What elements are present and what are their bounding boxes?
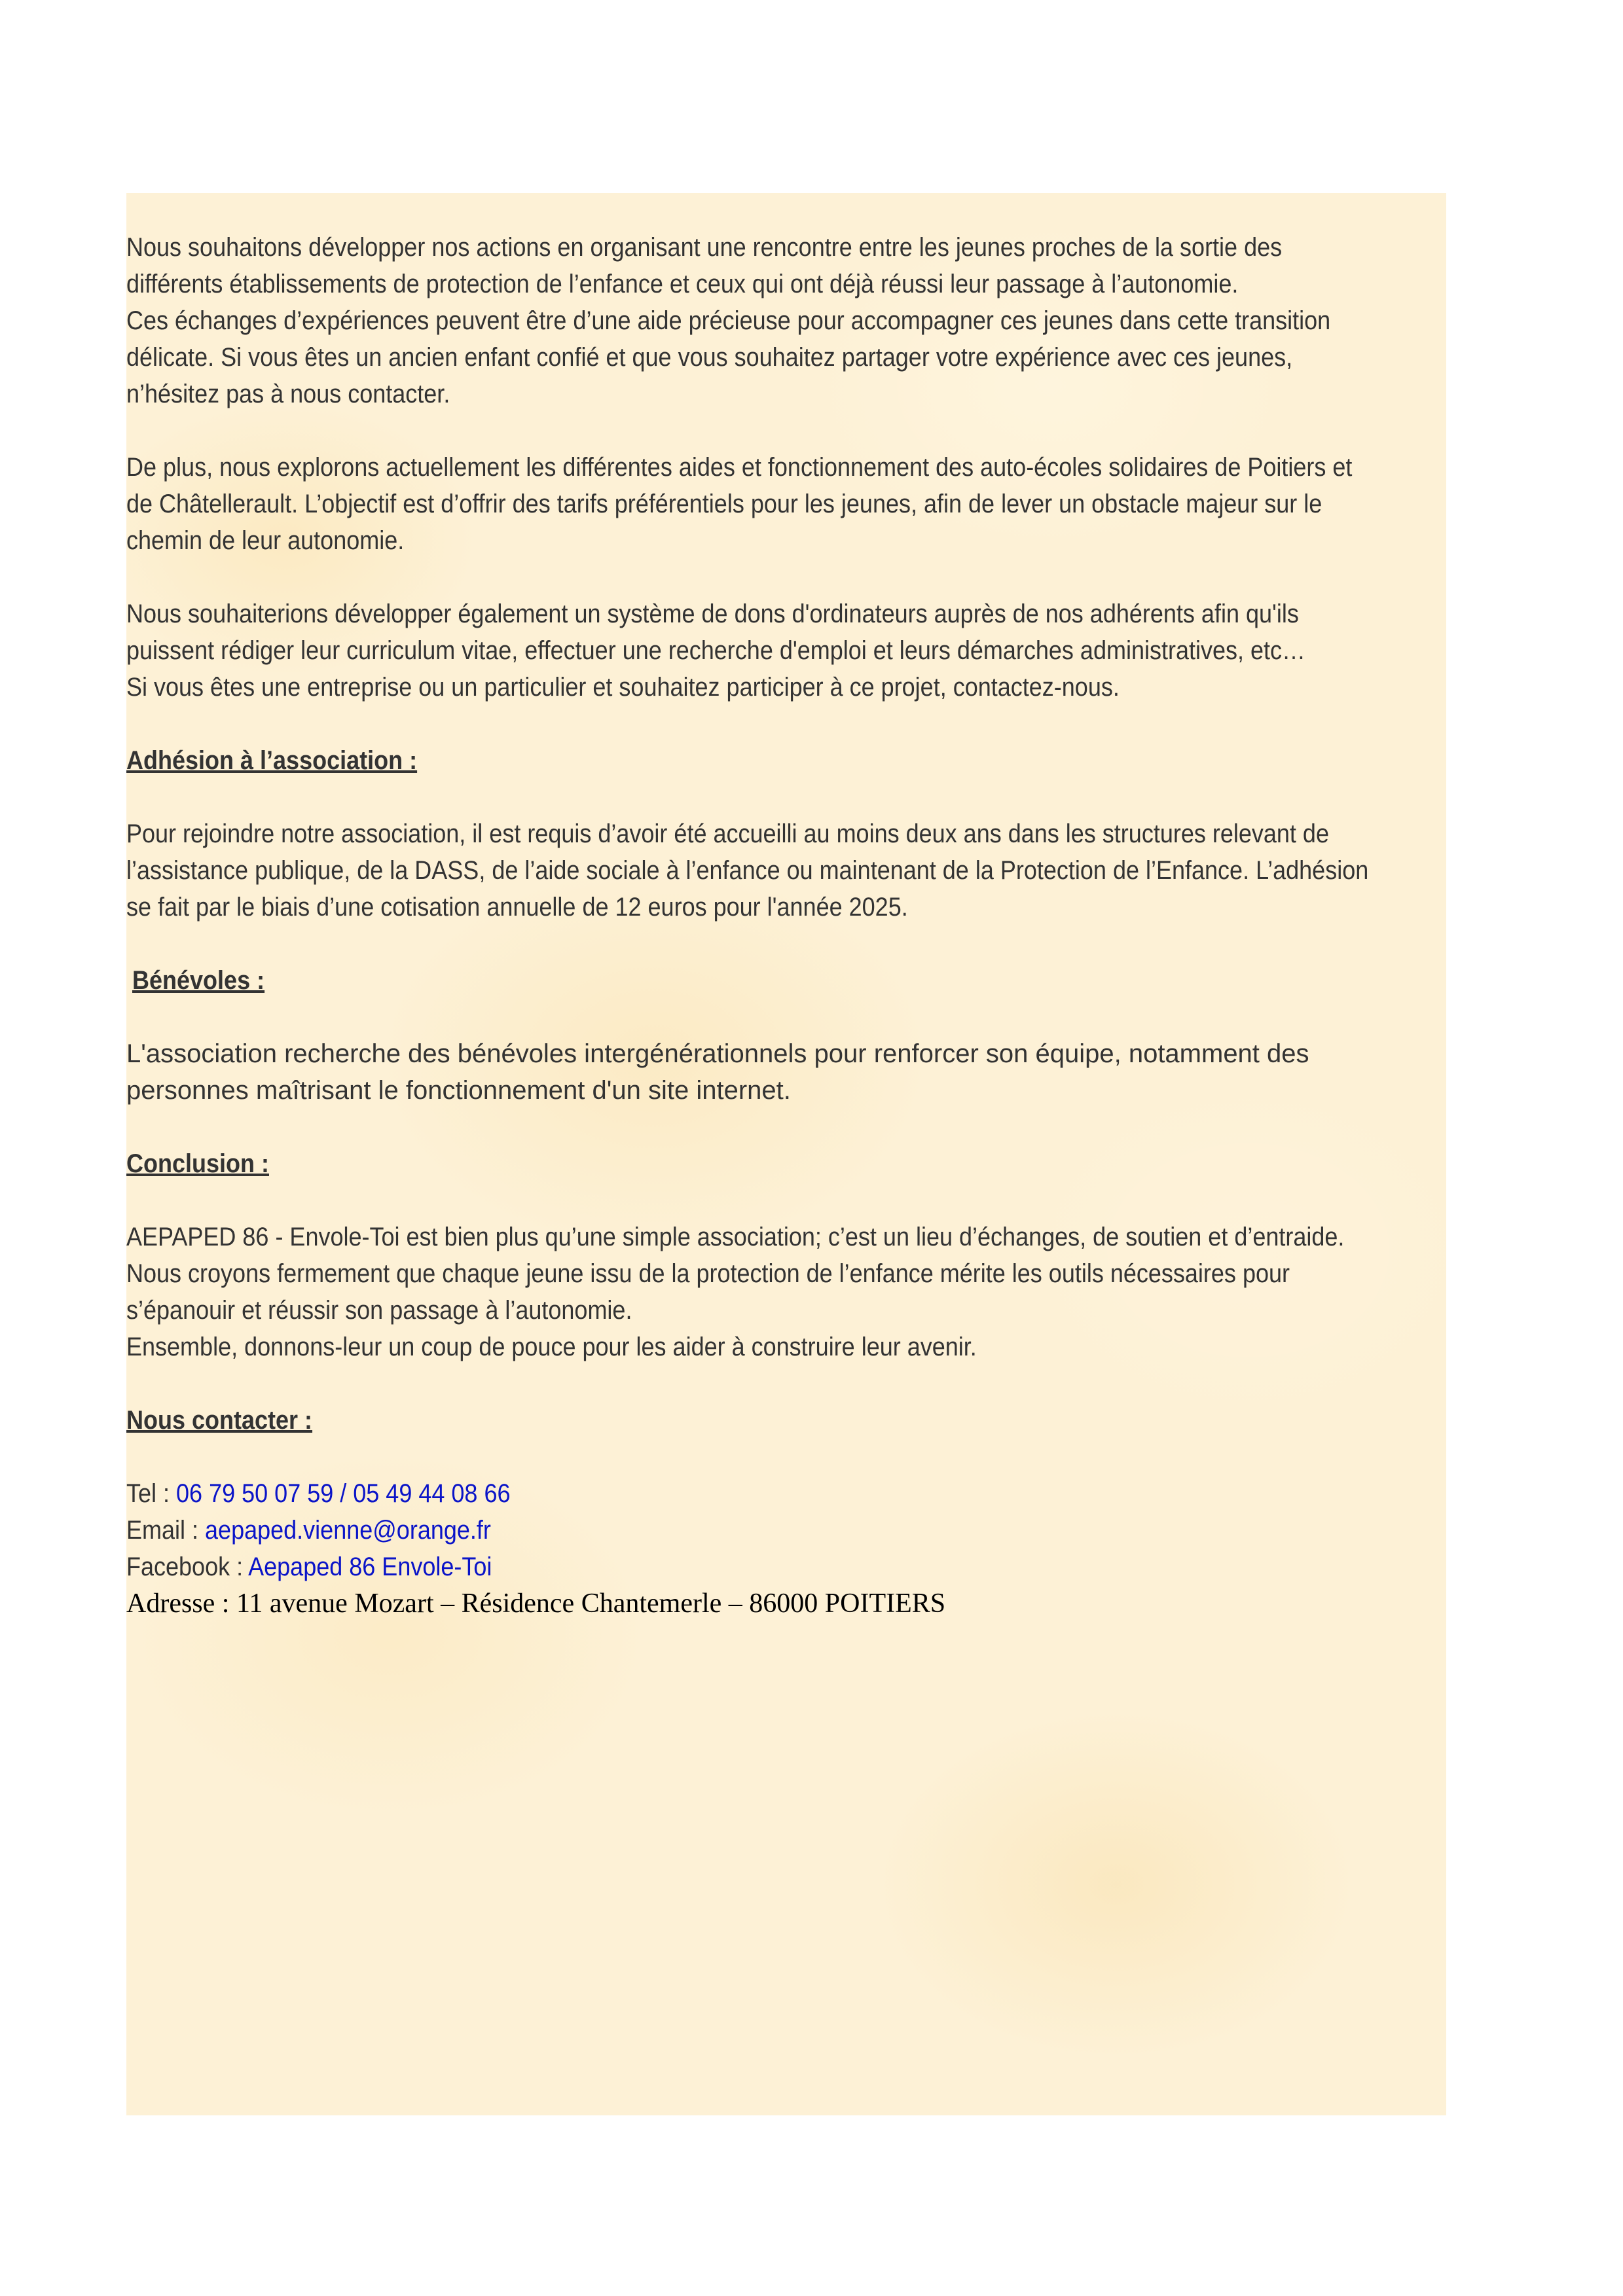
conclusion-line: Ensemble, donnons-leur un coup de pouce pour les aider à construire leur avenir. (126, 1333, 977, 1361)
benevoles-line: personnes maîtrisant le fonctionnement d'un site internet. (126, 1076, 791, 1105)
ordinateurs-line: Nous souhaiterions développer également un système de dons d'ordinateurs auprès de nos adhérents afin qu'ils (126, 600, 1299, 628)
ordinateurs-line: puissent rédiger leur curriculum vitae, effectuer une recherche d'emploi et leurs démarches administratives, etc… (126, 636, 1306, 665)
autoecole-line: chemin de leur autonomie. (126, 526, 405, 555)
conclusion-line: AEPAPED 86 - Envole-Toi est bien plus qu’une simple association; c’est un lieu d’échanges, de soutien et d’entraide. (126, 1223, 1345, 1251)
conclusion-line: s’épanouir et réussir son passage à l’autonomie. (126, 1296, 632, 1325)
contact-facebook-row (126, 1549, 1434, 1585)
ordinateurs-line: Si vous êtes une entreprise ou un particulier et souhaitez participer à ce projet, contactez-nous. (126, 673, 1120, 702)
adhesion-line: Pour rejoindre notre association, il est requis d’avoir été accueilli au moins deux ans dans les structures relevant de (126, 819, 1329, 848)
autoecole-line: De plus, nous explorons actuellement les différentes aides et fonctionnement des auto-écoles solidaires de Poitiers et (126, 453, 1353, 482)
benevoles-paragraph (126, 1035, 1436, 1109)
facebook-label: Facebook : (126, 1552, 249, 1581)
adhesion-line: se fait par le biais d’une cotisation annuelle de 12 euros pour l'année 2025. (126, 893, 908, 922)
ordinateurs-paragraph (126, 596, 1434, 706)
intro-line: délicate. Si vous êtes un ancien enfant confié et que vous souhaitez partager votre expérience avec ces jeunes, (126, 343, 1293, 372)
intro-line: Ces échanges d’expériences peuvent être d’une aide précieuse pour accompagner ces jeunes dans cette transition (126, 306, 1331, 335)
conclusion-heading: Conclusion : (126, 1149, 269, 1178)
intro-line: n’hésitez pas à nous contacter. (126, 380, 450, 408)
adhesion-paragraph (126, 816, 1434, 925)
contact-block (126, 1475, 1434, 1585)
intro-line: différents établissements de protection de l’enfance et ceux qui ont déjà réussi leur passage à l’autonomie. (126, 270, 1239, 298)
benevoles-heading: Bénévoles : (132, 966, 265, 995)
intro-paragraph (126, 229, 1434, 412)
tel-link[interactable]: 06 79 50 07 59 / 05 49 44 08 66 (176, 1479, 511, 1508)
email-link[interactable]: aepaped.vienne@orange.fr (205, 1516, 491, 1545)
adhesion-line: l’assistance publique, de la DASS, de l’aide sociale à l’enfance ou maintenant de la Protection de l’Enfance. L’adhésion (126, 856, 1369, 885)
contact-tel-row (126, 1475, 1434, 1512)
facebook-link[interactable]: Aepaped 86 Envole-Toi (248, 1552, 492, 1581)
contact-heading: Nous contacter : (126, 1406, 313, 1435)
benevoles-line: L'association recherche des bénévoles intergénérationnels pour renforcer son équipe, notamment des (126, 1039, 1309, 1068)
email-label: Email : (126, 1516, 206, 1545)
autoecole-paragraph (126, 449, 1434, 559)
conclusion-line: Nous croyons fermement que chaque jeune issu de la protection de l’enfance mérite les outils nécessaires pour (126, 1259, 1290, 1288)
conclusion-paragraph (126, 1219, 1434, 1365)
tel-label: Tel : (126, 1479, 177, 1508)
contact-email-row (126, 1512, 1434, 1549)
adhesion-heading: Adhésion à l’association : (126, 746, 418, 775)
intro-line: Nous souhaitons développer nos actions en organisant une rencontre entre les jeunes proches de la sortie des (126, 233, 1283, 262)
contact-address: Adresse : 11 avenue Mozart – Résidence Chantemerle – 86000 POITIERS (126, 1588, 946, 1619)
document-body (126, 229, 1436, 1622)
autoecole-line: de Châtellerault. L’objectif est d’offrir des tarifs préférentiels pour les jeunes, afin de lever un obstacle majeur sur le (126, 490, 1322, 518)
